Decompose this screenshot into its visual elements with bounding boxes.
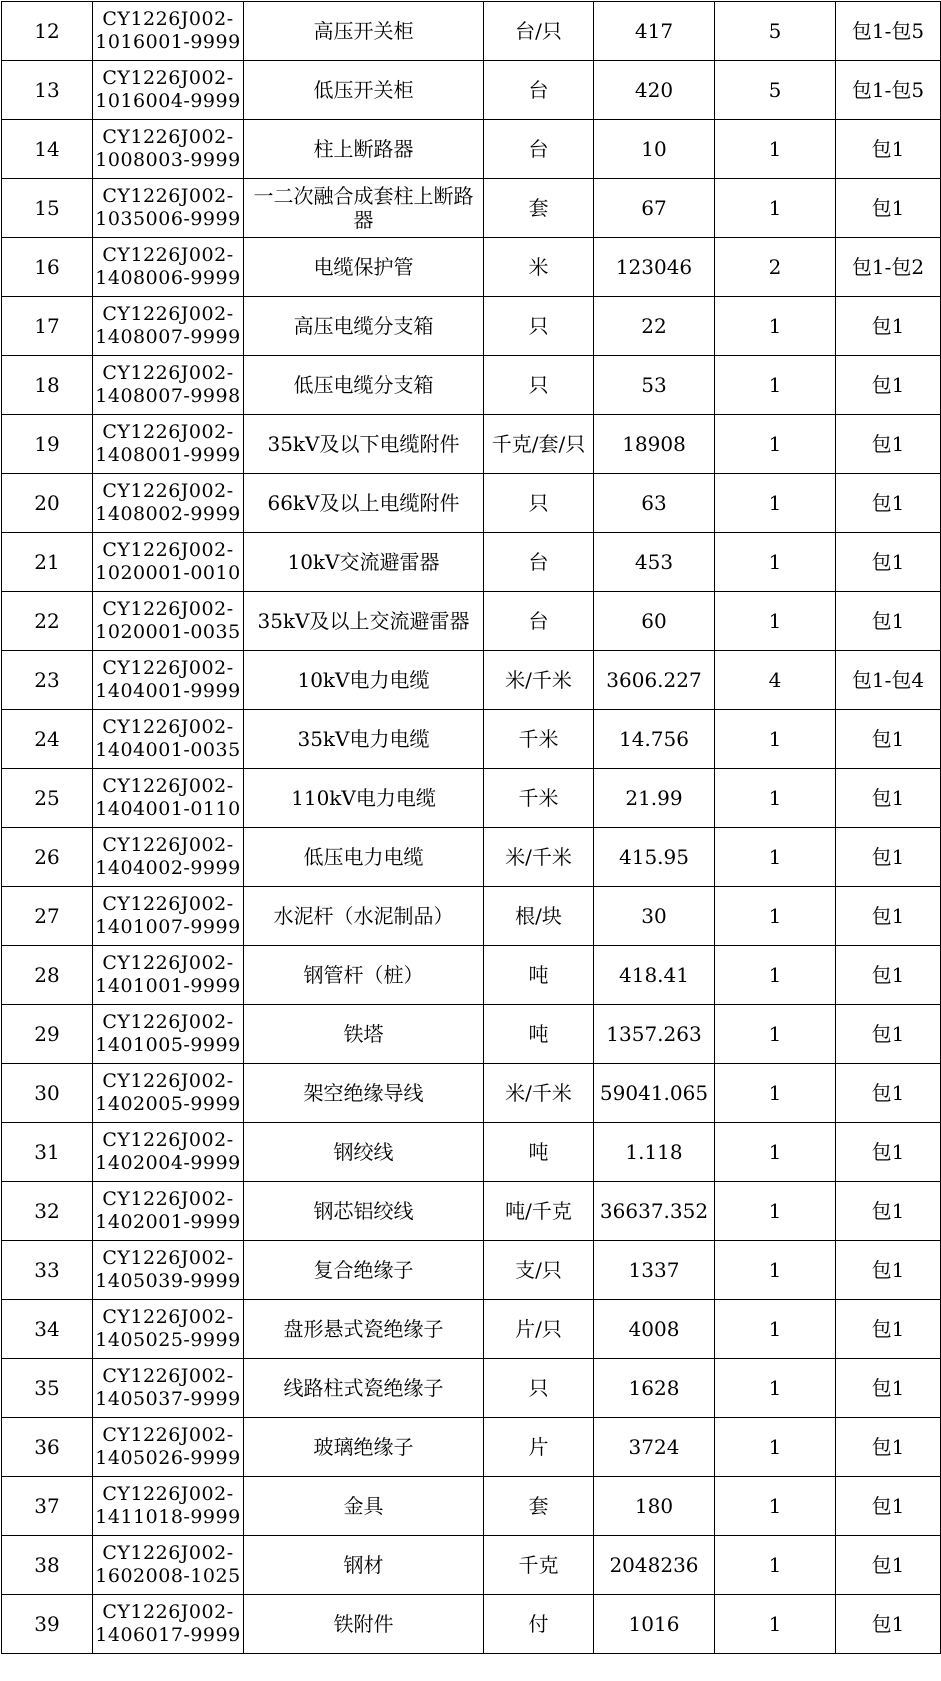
row-number-cell: 17 [2,297,93,356]
material-code-line2: 1402005-9999 [95,1093,241,1115]
unit-cell: 千克 [484,1536,594,1595]
unit-cell: 只 [484,474,594,533]
table-row [2,946,941,1005]
material-code-line2: 1405037-9999 [95,1388,241,1410]
quantity-cell: 2048236 [594,1536,715,1595]
package-range-cell: 包1-包4 [836,651,941,710]
unit-cell: 片/只 [484,1300,594,1359]
package-range-cell: 包1 [836,1182,941,1241]
package-range-cell: 包1 [836,120,941,179]
material-code-line2: 1020001-0010 [95,562,241,584]
row-number-cell: 29 [2,1005,93,1064]
package-count-cell: 1 [715,710,836,769]
package-range-cell: 包1 [836,710,941,769]
row-number-cell: 39 [2,1595,93,1654]
unit-cell: 米/千米 [484,1064,594,1123]
table-row [2,474,941,533]
material-code-line2: 1404001-9999 [95,680,241,702]
material-code-line1: CY1226J002- [102,362,234,384]
row-number-cell: 25 [2,769,93,828]
quantity-cell: 18908 [594,415,715,474]
material-name-cell: 35kV电力电缆 [244,710,484,769]
material-name-cell: 玻璃绝缘子 [244,1418,484,1477]
material-code-line2: 1408007-9999 [95,326,241,348]
unit-cell: 套 [484,179,594,238]
package-count-cell: 1 [715,533,836,592]
unit-cell: 米/千米 [484,828,594,887]
package-count-cell: 1 [715,356,836,415]
material-name-cell: 低压电缆分支箱 [244,356,484,415]
material-code-line1: CY1226J002- [102,244,234,266]
material-name-cell: 一二次融合成套柱上断路器 [244,179,484,238]
material-code-line1: CY1226J002- [102,952,234,974]
table-row [2,1359,941,1418]
material-code-line2: 1402004-9999 [95,1152,241,1174]
package-range-cell: 包1 [836,1123,941,1182]
row-number-cell: 24 [2,710,93,769]
material-code-line1: CY1226J002- [102,126,234,148]
package-range-cell: 包1 [836,179,941,238]
material-code-line1: CY1226J002- [102,480,234,502]
quantity-cell: 180 [594,1477,715,1536]
material-name-cell: 高压开关柜 [244,2,484,61]
package-count-cell: 2 [715,238,836,297]
quantity-cell: 22 [594,297,715,356]
quantity-cell: 417 [594,2,715,61]
package-count-cell: 5 [715,61,836,120]
unit-cell: 根/块 [484,887,594,946]
quantity-cell: 453 [594,533,715,592]
material-code-line1: CY1226J002- [102,185,234,207]
table-row [2,710,941,769]
material-code-cell [93,238,244,297]
package-count-cell: 1 [715,1536,836,1595]
package-count-cell: 5 [715,2,836,61]
material-code-cell [93,533,244,592]
material-code-cell [93,1182,244,1241]
row-number-cell: 15 [2,179,93,238]
package-count-cell: 1 [715,1064,836,1123]
package-range-cell: 包1 [836,592,941,651]
material-code-line2: 1016004-9999 [95,90,241,112]
material-code-line2: 1404001-0035 [95,739,241,761]
quantity-cell: 1357.263 [594,1005,715,1064]
table-row [2,1477,941,1536]
materials-table-container [1,1,940,1654]
package-count-cell: 1 [715,1005,836,1064]
material-code-line2: 1405025-9999 [95,1329,241,1351]
unit-cell: 米/千米 [484,651,594,710]
table-row [2,297,941,356]
package-range-cell: 包1 [836,297,941,356]
row-number-cell: 28 [2,946,93,1005]
quantity-cell: 415.95 [594,828,715,887]
quantity-cell: 63 [594,474,715,533]
row-number-cell: 19 [2,415,93,474]
table-row [2,828,941,887]
material-name-cell: 高压电缆分支箱 [244,297,484,356]
package-range-cell: 包1 [836,1595,941,1654]
material-name-cell: 10kV电力电缆 [244,651,484,710]
material-name-cell: 金具 [244,1477,484,1536]
material-name-cell: 水泥杆（水泥制品） [244,887,484,946]
material-code-line1: CY1226J002- [102,8,234,30]
quantity-cell: 60 [594,592,715,651]
material-name-cell: 钢管杆（桩） [244,946,484,1005]
material-code-cell [93,1477,244,1536]
table-row [2,356,941,415]
material-code-cell [93,1123,244,1182]
package-range-cell: 包1 [836,415,941,474]
unit-cell: 只 [484,297,594,356]
row-number-cell: 37 [2,1477,93,1536]
package-count-cell: 1 [715,1123,836,1182]
material-code-line2: 1402001-9999 [95,1211,241,1233]
package-count-cell: 1 [715,1241,836,1300]
material-code-cell [93,651,244,710]
material-name-cell: 架空绝缘导线 [244,1064,484,1123]
material-name-cell: 钢绞线 [244,1123,484,1182]
material-code-line2: 1008003-9999 [95,149,241,171]
table-row [2,1005,941,1064]
material-code-line1: CY1226J002- [102,775,234,797]
material-code-line1: CY1226J002- [102,1542,234,1564]
row-number-cell: 33 [2,1241,93,1300]
unit-cell: 只 [484,1359,594,1418]
row-number-cell: 23 [2,651,93,710]
row-number-cell: 38 [2,1536,93,1595]
unit-cell: 吨 [484,946,594,1005]
package-count-cell: 1 [715,946,836,1005]
material-code-cell [93,297,244,356]
package-range-cell: 包1-包5 [836,2,941,61]
unit-cell: 台/只 [484,2,594,61]
unit-cell: 吨 [484,1005,594,1064]
material-code-cell [93,1241,244,1300]
material-code-line2: 1404002-9999 [95,857,241,879]
package-count-cell: 1 [715,297,836,356]
material-code-cell [93,1005,244,1064]
table-row [2,1300,941,1359]
unit-cell: 台 [484,120,594,179]
table-row [2,2,941,61]
material-code-cell [93,474,244,533]
material-name-cell: 电缆保护管 [244,238,484,297]
unit-cell: 吨 [484,1123,594,1182]
quantity-cell: 36637.352 [594,1182,715,1241]
material-name-cell: 低压开关柜 [244,61,484,120]
package-count-cell: 1 [715,179,836,238]
material-name-cell: 线路柱式瓷绝缘子 [244,1359,484,1418]
material-code-line1: CY1226J002- [102,421,234,443]
table-row [2,238,941,297]
row-number-cell: 22 [2,592,93,651]
material-code-line2: 1405026-9999 [95,1447,241,1469]
quantity-cell: 67 [594,179,715,238]
row-number-cell: 18 [2,356,93,415]
material-code-cell [93,179,244,238]
material-code-line1: CY1226J002- [102,1129,234,1151]
table-row [2,415,941,474]
material-code-line2: 1401005-9999 [95,1034,241,1056]
quantity-cell: 1016 [594,1595,715,1654]
material-code-cell [93,415,244,474]
table-row [2,1536,941,1595]
material-code-line2: 1406017-9999 [95,1624,241,1646]
material-code-cell [93,1359,244,1418]
package-count-cell: 1 [715,592,836,651]
unit-cell: 台 [484,61,594,120]
quantity-cell: 1628 [594,1359,715,1418]
material-code-line2: 1035006-9999 [95,208,241,230]
row-number-cell: 30 [2,1064,93,1123]
material-code-cell [93,1418,244,1477]
table-row [2,769,941,828]
package-count-cell: 1 [715,1300,836,1359]
package-range-cell: 包1 [836,1300,941,1359]
material-code-line2: 1408001-9999 [95,444,241,466]
quantity-cell: 53 [594,356,715,415]
material-code-line1: CY1226J002- [102,598,234,620]
material-code-line1: CY1226J002- [102,1070,234,1092]
material-code-cell [93,1536,244,1595]
material-name-cell: 铁附件 [244,1595,484,1654]
unit-cell: 千克/套/只 [484,415,594,474]
material-name-cell: 复合绝缘子 [244,1241,484,1300]
unit-cell: 米 [484,238,594,297]
material-code-cell [93,1595,244,1654]
material-code-line1: CY1226J002- [102,539,234,561]
unit-cell: 套 [484,1477,594,1536]
quantity-cell: 10 [594,120,715,179]
row-number-cell: 32 [2,1182,93,1241]
package-range-cell: 包1 [836,828,941,887]
package-count-cell: 1 [715,1182,836,1241]
row-number-cell: 14 [2,120,93,179]
quantity-cell: 4008 [594,1300,715,1359]
package-count-cell: 4 [715,651,836,710]
material-code-cell [93,946,244,1005]
unit-cell: 台 [484,592,594,651]
row-number-cell: 12 [2,2,93,61]
quantity-cell: 1.118 [594,1123,715,1182]
quantity-cell: 59041.065 [594,1064,715,1123]
package-range-cell: 包1-包5 [836,61,941,120]
material-code-line2: 1401001-9999 [95,975,241,997]
material-code-line1: CY1226J002- [102,1365,234,1387]
material-code-cell [93,1300,244,1359]
material-name-cell: 66kV及以上电缆附件 [244,474,484,533]
material-code-line2: 1408007-9998 [95,385,241,407]
material-code-line1: CY1226J002- [102,303,234,325]
material-code-cell [93,828,244,887]
unit-cell: 付 [484,1595,594,1654]
package-range-cell: 包1 [836,1359,941,1418]
material-code-line1: CY1226J002- [102,834,234,856]
package-range-cell: 包1 [836,1064,941,1123]
package-count-cell: 1 [715,769,836,828]
row-number-cell: 26 [2,828,93,887]
table-row [2,1595,941,1654]
material-code-line1: CY1226J002- [102,1306,234,1328]
unit-cell: 支/只 [484,1241,594,1300]
table-row [2,1123,941,1182]
material-code-line2: 1405039-9999 [95,1270,241,1292]
material-name-cell: 盘形悬式瓷绝缘子 [244,1300,484,1359]
material-name-cell: 钢芯铝绞线 [244,1182,484,1241]
material-name-cell: 铁塔 [244,1005,484,1064]
materials-table [1,1,941,1654]
material-code-cell [93,769,244,828]
material-code-line2: 1408002-9999 [95,503,241,525]
package-count-cell: 1 [715,1359,836,1418]
quantity-cell: 30 [594,887,715,946]
material-code-line1: CY1226J002- [102,657,234,679]
package-range-cell: 包1 [836,1418,941,1477]
table-row [2,651,941,710]
table-row [2,592,941,651]
material-code-line2: 1401007-9999 [95,916,241,938]
quantity-cell: 21.99 [594,769,715,828]
material-code-line2: 1411018-9999 [95,1506,241,1528]
package-count-cell: 1 [715,828,836,887]
package-count-cell: 1 [715,415,836,474]
material-code-cell [93,1064,244,1123]
material-code-line2: 1016001-9999 [95,31,241,53]
quantity-cell: 420 [594,61,715,120]
material-code-line1: CY1226J002- [102,716,234,738]
unit-cell: 吨/千克 [484,1182,594,1241]
material-name-cell: 35kV及以下电缆附件 [244,415,484,474]
package-count-cell: 1 [715,887,836,946]
row-number-cell: 20 [2,474,93,533]
material-code-line1: CY1226J002- [102,67,234,89]
row-number-cell: 31 [2,1123,93,1182]
material-code-cell [93,592,244,651]
table-row [2,1064,941,1123]
material-name-cell: 钢材 [244,1536,484,1595]
row-number-cell: 35 [2,1359,93,1418]
material-code-cell [93,120,244,179]
table-row [2,1182,941,1241]
unit-cell: 片 [484,1418,594,1477]
package-range-cell: 包1 [836,946,941,1005]
material-code-line1: CY1226J002- [102,1601,234,1623]
material-code-line1: CY1226J002- [102,1188,234,1210]
material-code-line1: CY1226J002- [102,1247,234,1269]
table-row [2,179,941,238]
material-name-cell: 35kV及以上交流避雷器 [244,592,484,651]
package-range-cell: 包1 [836,1477,941,1536]
unit-cell: 只 [484,356,594,415]
package-count-cell: 1 [715,1477,836,1536]
material-name-cell: 低压电力电缆 [244,828,484,887]
package-range-cell: 包1-包2 [836,238,941,297]
table-row [2,120,941,179]
package-range-cell: 包1 [836,474,941,533]
material-code-line2: 1602008-1025 [95,1565,241,1587]
material-code-line2: 1404001-0110 [95,798,241,820]
quantity-cell: 3606.227 [594,651,715,710]
material-code-line1: CY1226J002- [102,1424,234,1446]
package-range-cell: 包1 [836,356,941,415]
unit-cell: 千米 [484,769,594,828]
material-code-cell [93,61,244,120]
unit-cell: 千米 [484,710,594,769]
material-code-cell [93,356,244,415]
table-row [2,61,941,120]
row-number-cell: 34 [2,1300,93,1359]
material-name-cell: 柱上断路器 [244,120,484,179]
table-row [2,1241,941,1300]
package-range-cell: 包1 [836,533,941,592]
row-number-cell: 36 [2,1418,93,1477]
material-code-cell [93,710,244,769]
material-name-cell: 110kV电力电缆 [244,769,484,828]
row-number-cell: 21 [2,533,93,592]
material-code-line1: CY1226J002- [102,893,234,915]
package-range-cell: 包1 [836,887,941,946]
material-code-line2: 1020001-0035 [95,621,241,643]
material-code-cell [93,887,244,946]
quantity-cell: 418.41 [594,946,715,1005]
row-number-cell: 16 [2,238,93,297]
quantity-cell: 1337 [594,1241,715,1300]
material-code-line1: CY1226J002- [102,1483,234,1505]
table-row [2,1418,941,1477]
package-count-cell: 1 [715,1418,836,1477]
package-count-cell: 1 [715,1595,836,1654]
material-code-cell [93,2,244,61]
unit-cell: 台 [484,533,594,592]
quantity-cell: 3724 [594,1418,715,1477]
package-range-cell: 包1 [836,769,941,828]
package-count-cell: 1 [715,474,836,533]
package-range-cell: 包1 [836,1536,941,1595]
package-count-cell: 1 [715,120,836,179]
row-number-cell: 13 [2,61,93,120]
table-row [2,887,941,946]
package-range-cell: 包1 [836,1005,941,1064]
material-code-line1: CY1226J002- [102,1011,234,1033]
material-code-line2: 1408006-9999 [95,267,241,289]
material-name-cell: 10kV交流避雷器 [244,533,484,592]
quantity-cell: 123046 [594,238,715,297]
table-row [2,533,941,592]
row-number-cell: 27 [2,887,93,946]
quantity-cell: 14.756 [594,710,715,769]
package-range-cell: 包1 [836,1241,941,1300]
